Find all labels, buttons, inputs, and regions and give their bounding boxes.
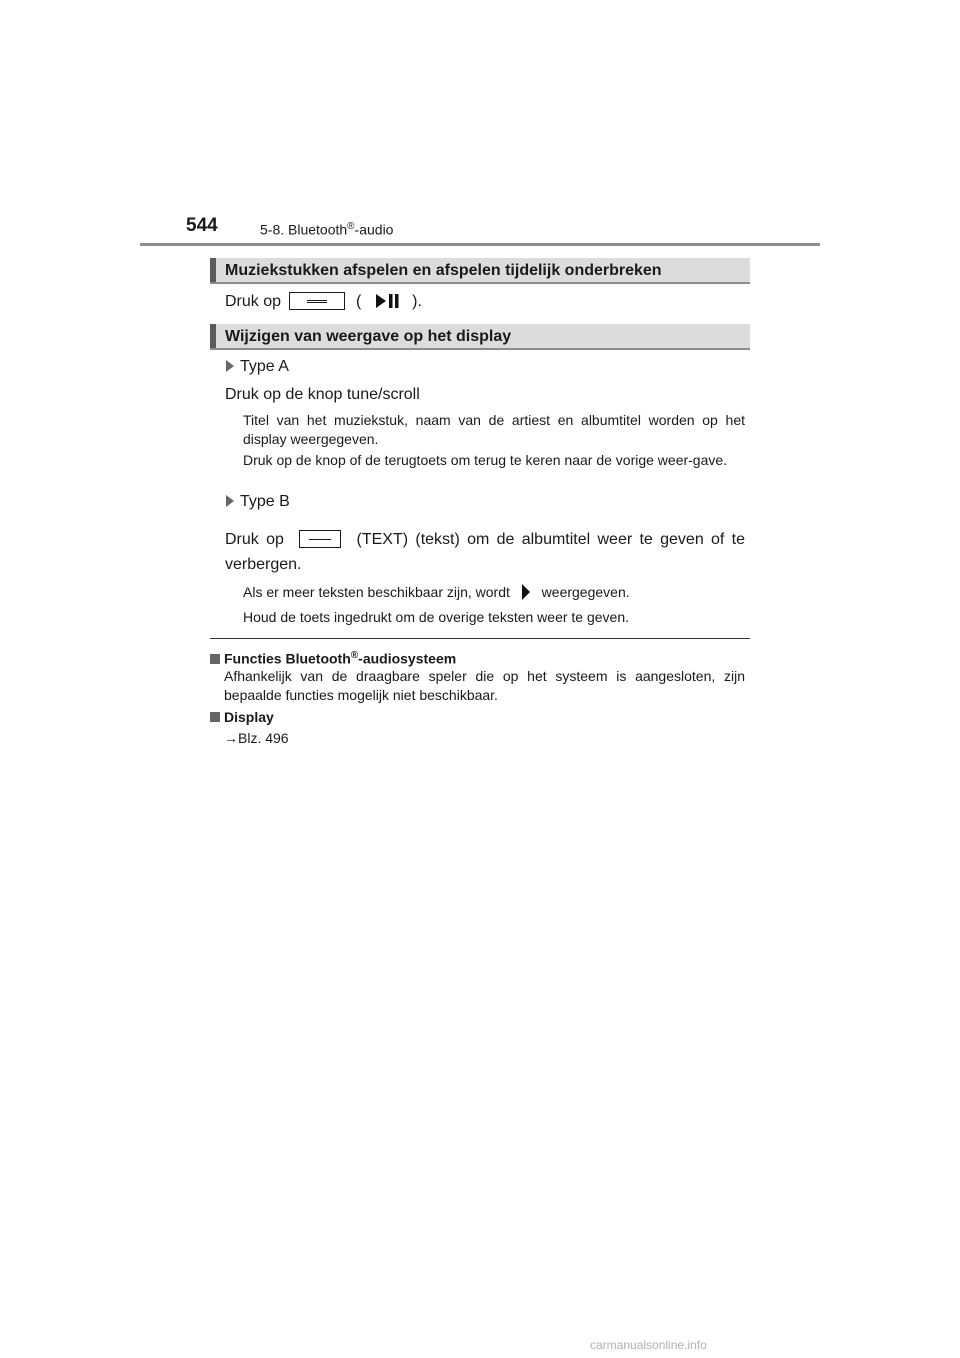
type-b-label: Type B <box>226 493 290 511</box>
type-a-note-1: Titel van het muziekstuk, naam van de artiest en albumtitel worden op het display weergegeven. <box>243 412 745 447</box>
info-body-display: →Blz. 496 <box>224 730 289 746</box>
text-button <box>299 530 341 548</box>
type-b-note-2: Houd de toets ingedrukt om de overige teksten weer te geven. <box>243 609 630 625</box>
type-a-instruction: Druk op de knop tune/scroll <box>225 386 420 403</box>
heading-bar <box>210 258 216 282</box>
watermark: carmanualsonline.info <box>590 1338 707 1352</box>
mode-button <box>289 292 345 310</box>
arrow-bullet-icon <box>226 360 234 372</box>
play-pause-icon <box>374 293 402 314</box>
type-b-note-1: Als er meer teksten beschikbaar zijn, wordt weergegeven. <box>243 583 630 606</box>
info-title-bluetooth: Functies Bluetooth®-audiosysteem <box>210 646 456 669</box>
square-bullet-icon <box>210 654 220 664</box>
play-instruction: Druk op ( ). <box>225 292 422 314</box>
more-text-arrow-icon <box>520 583 532 606</box>
info-title-display: Display <box>210 708 274 727</box>
info-body-bluetooth: Afhankelijk van de draagbare speler die op het systeem is aangesloten, zijn bepaalde functies mogelijk niet beschikbaar. <box>224 668 745 703</box>
type-a-note-2: Druk op de knop of de terugtoets om terug te keren naar de vorige weer-gave. <box>243 452 728 468</box>
square-bullet-icon <box>210 712 220 722</box>
type-a-label: Type A <box>226 358 289 376</box>
arrow-bullet-icon <box>226 495 234 507</box>
section-label: 5-8. Bluetooth®-audio <box>260 221 394 238</box>
section-heading-play: Muziekstukken afspelen en afspelen tijdelijk onderbreken <box>210 258 750 284</box>
page-number: 544 <box>186 215 218 236</box>
section-heading-display: Wijzigen van weergave op het display <box>210 324 750 350</box>
heading-bar <box>210 324 216 348</box>
type-b-instruction: Druk op (TEXT) (tekst) om de albumtitel weer te geven of te verbergen. <box>225 531 746 573</box>
divider <box>210 638 750 639</box>
header-rule <box>140 243 820 246</box>
